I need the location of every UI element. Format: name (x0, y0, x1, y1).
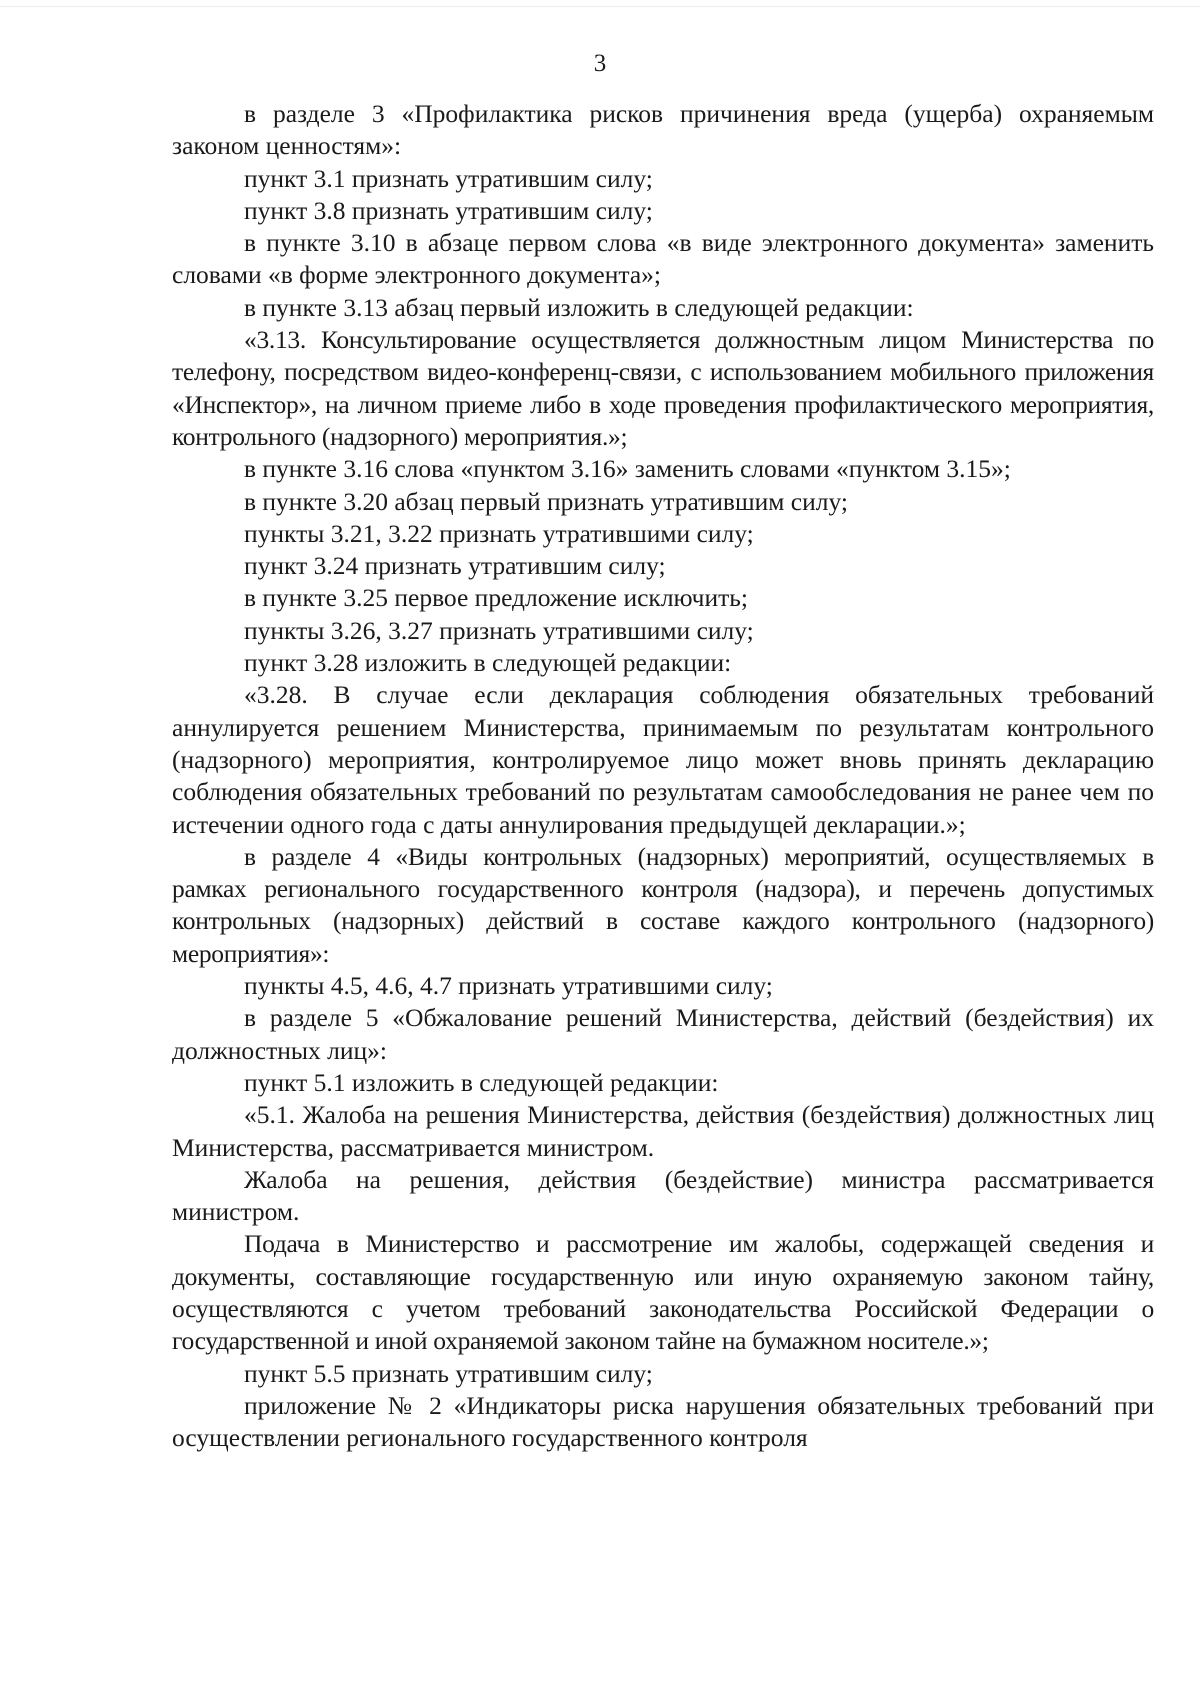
paragraph-item-3-28-intro: пункт 3.28 изложить в следующей редакции: (244, 648, 732, 678)
paragraph-items-3-26-3-27: пункты 3.26, 3.27 признать утратившими силу; (244, 615, 754, 645)
paragraph-item-3-20: в пункте 3.20 абзац первый признать утратившим силу; (244, 486, 848, 516)
paragraph-items-4-5-4-7: пункты 4.5, 4.6, 4.7 признать утратившими силу; (244, 971, 773, 1001)
scan-edge (0, 0, 1200, 7)
paragraph-item-3-25: в пункте 3.25 первое предложение исключить; (244, 583, 748, 613)
paragraph-items-3-21-3-22: пункты 3.21, 3.22 признать утратившими силу; (244, 518, 754, 548)
paragraph-appendix-2: приложение № 2 «Индикаторы риска нарушения обязательных требований при осуществлении регионального государственного контроля (172, 1390, 1154, 1453)
document-body (172, 98, 1154, 1454)
paragraph-item-3-24: пункт 3.24 признать утратившим силу; (244, 551, 666, 581)
page-number: 3 (593, 50, 607, 77)
paragraph-section-3: в разделе 3 «Профилактика рисков причинения вреда (ущерба) охраняемым законом ценностям»: (172, 99, 1154, 161)
paragraph-section-5: в разделе 5 «Обжалование решений Министерства, действий (бездействия) их должностных лиц»: (172, 1003, 1154, 1065)
paragraph-item-3-13-intro: в пункте 3.13 абзац первый изложить в следующей редакции: (244, 292, 914, 322)
paragraph-secret-documents: Подача в Министерство и рассмотрение им жалобы, содержащей сведения и документы, составляющие государственную или иную охраняемую законом тайну, осуществляются с учетом требований законодательства Российской Федерации о государственной и иной охраняемой законом тайне на бумажном носителе.»; (172, 1229, 1154, 1356)
paragraph-minister-complaint: Жалоба на решения, действия (бездействие) министра рассматривается министром. (172, 1164, 1154, 1227)
paragraph-item-3-16: в пункте 3.16 слова «пунктом 3.16» заменить словами «пунктом 3.15»; (244, 454, 1011, 484)
paragraph-item-3-13-text: «3.13. Консультирование осуществляется должностным лицом Министерства по телефону, посредством видео-конференц-связи, с использованием мобильного приложения «Инспектор», на личном приеме либо в ходе проведения профилактического мероприятия, контрольного (надзорного) мероприятия.»; (172, 325, 1154, 451)
paragraph-section-4: в разделе 4 «Виды контрольных (надзорных) мероприятий, осуществляемых в рамках регионального государственного контроля (надзора), и перечень допустимых контрольных (надзорных) действий в составе каждого контрольного (надзорного) мероприятия»: (172, 841, 1154, 968)
paragraph-item-3-8: пункт 3.8 признать утратившим силу; (244, 195, 653, 225)
paragraph-item-3-10: в пункте 3.10 в абзаце первом слова «в виде электронного документа» заменить словами «в форме электронного документа»; (172, 228, 1154, 290)
paragraph-item-3-1: пункт 3.1 признать утратившим силу; (244, 163, 653, 193)
paragraph-item-5-5: пункт 5.5 признать утратившим силу; (244, 1358, 653, 1388)
paragraph-item-5-1-intro: пункт 5.1 изложить в следующей редакции: (244, 1067, 719, 1097)
paragraph-item-5-1-text: «5.1. Жалоба на решения Министерства, действия (бездействия) должностных лиц Министерства, рассматривается министром. (172, 1100, 1154, 1162)
paragraph-item-3-28-text: «3.28. В случае если декларация соблюдения обязательных требований аннулируется решением Министерства, принимаемым по результатам контрольного (надзорного) мероприятия, контролируемое лицо может вновь принять декларацию соблюдения обязательных требований по результатам самообследования не ранее чем по истечении одного года с даты аннулирования предыдущей декларации.»; (172, 680, 1154, 839)
